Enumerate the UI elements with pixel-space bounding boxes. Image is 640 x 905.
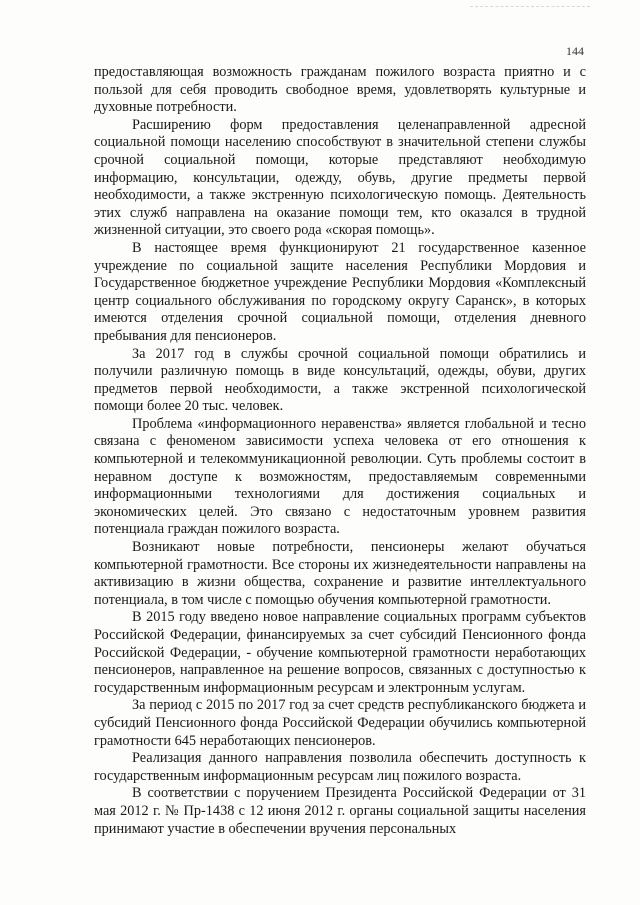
page-number: 144 <box>566 44 584 58</box>
paragraph-2: Расширению форм предоставления целенаправленной адресной социальной помощи населению способствуют в значительной степени службы срочной социальной помощи, которые представляют необходимую информацию, консультации, одежду, обувь, другие предметы первой необходимости, а также экстренную психологическую помощь. Деятельность этих служб направлена на оказание помощи тем, кто оказался в трудной жизненной ситуации, это своего рода «скорая помощь». <box>94 116 586 239</box>
scan-edge-mark <box>470 6 590 11</box>
paragraph-10: В соответствии с поручением Президента Российской Федерации от 31 мая 2012 г. № Пр-1438 с 12 июня 2012 г. органы социальной защиты населения принимают участие в обеспечении вручения персональных <box>94 785 586 837</box>
paragraph-3: В настоящее время функционируют 21 государственное казенное учреждение по социальной защите населения Республики Мордовия и Государственное бюджетное учреждение Республики Мордовия «Комплексный центр социального обслуживания по городскому округу Саранск», в которых имеются отделения срочной социальной помощи, отделения дневного пребывания для пенсионеров. <box>94 239 586 344</box>
paragraph-9: Реализация данного направления позволила обеспечить доступность к государственным информационным ресурсам лиц пожилого возраста. <box>94 750 586 784</box>
paragraph-6: Возникают новые потребности, пенсионеры желают обучаться компьютерной грамотности. Все стороны их жизнедеятельности направлены на активизацию в жизни общества, сохранение и развитие интеллектуального потенциала, в том числе с помощью обучения компьютерной грамотности. <box>94 539 586 608</box>
paragraph-1: предоставляющая возможность гражданам пожилого возраста приятно и с пользой для себя проводить свободное время, удовлетворять культурные и духовные потребности. <box>94 64 586 116</box>
paragraph-4: За 2017 год в службы срочной социальной помощи обратились и получили различную помощь в виде консультаций, одежды, обуви, других предметов первой необходимости, а также экстренной психологической помощи более 20 тыс. человек. <box>94 345 586 415</box>
paragraph-7: В 2015 году введено новое направление социальных программ субъектов Российской Федерации, финансируемых за счет субсидий Пенсионного фонда Российской Федерации, - обучение компьютерной грамотности неработающих пенсионеров, направленное на решение вопросов, связанных с доступностью к государственным информационным ресурсам и электронным услугам. <box>94 609 586 696</box>
document-body <box>94 64 586 838</box>
paragraph-8: За период с 2015 по 2017 год за счет средств республиканского бюджета и субсидий Пенсионного фонда Российской Федерации обучились компьютерной грамотности 645 неработающих пенсионеров. <box>94 697 586 749</box>
paragraph-5: Проблема «информационного неравенства» является глобальной и тесно связана с феноменом зависимости успеха человека от его отношения к компьютерной и телекоммуникационной революции. Суть проблемы состоит в неравном доступе к возможностям, предоставляемым современными информационными технологиями для достижения социальных и экономических целей. Это связано с недостаточным уровнем развития потенциала граждан пожилого возраста. <box>94 415 586 538</box>
